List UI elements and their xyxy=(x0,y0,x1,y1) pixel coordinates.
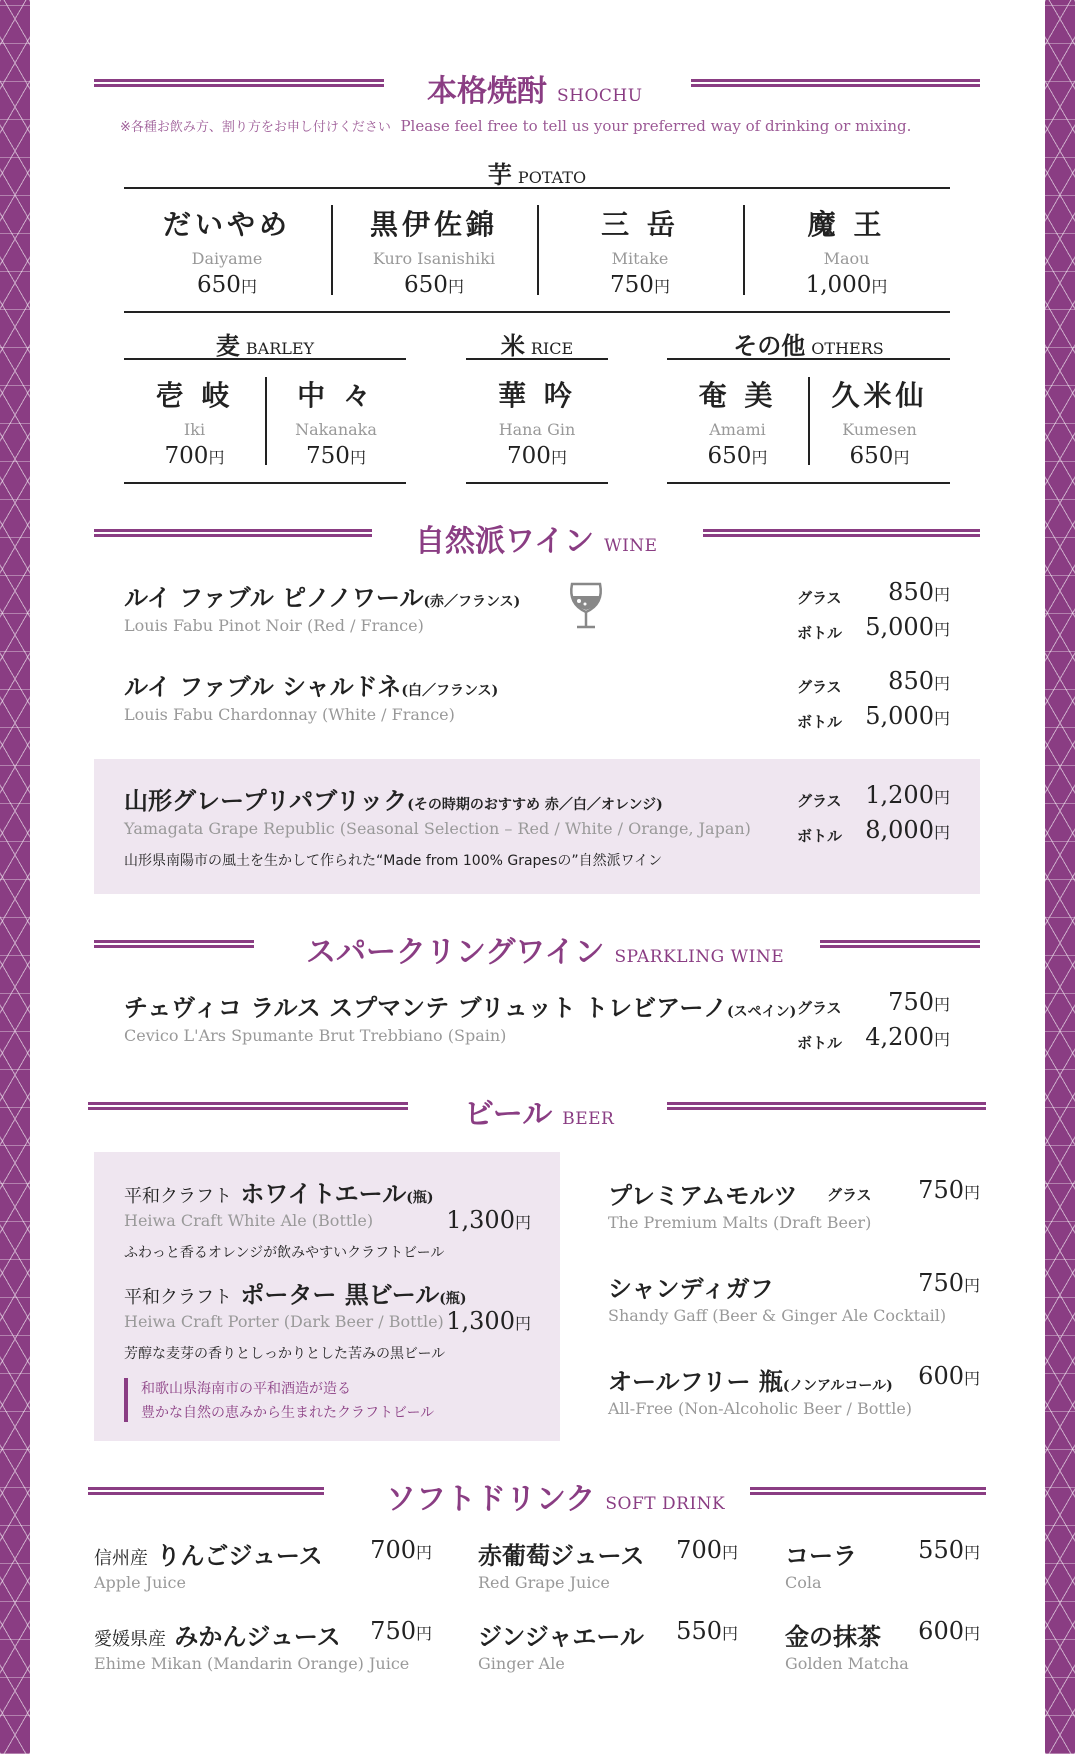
barley-heading: 麦BARLEY xyxy=(215,331,315,360)
bottle-label: ボトル xyxy=(797,1034,843,1052)
soft-drink-price: 700円 xyxy=(370,1536,432,1564)
accent-bar xyxy=(124,1378,128,1422)
wine-name-en: Louis Fabu Chardonnay (White / France) xyxy=(124,705,455,724)
wine-glass-price: 850円 xyxy=(888,578,950,606)
soft-drink-name: コーラ xyxy=(785,1541,857,1570)
craft-note: 豊かな自然の恵みから生まれたクラフトビール xyxy=(141,1405,435,1421)
beer-name-en: Shandy Gaff (Beer & Ginger Ale Cocktail) xyxy=(608,1306,947,1325)
sparkling-name-en: Cevico L'Ars Spumante Brut Trebbiano (Spain) xyxy=(124,1026,507,1045)
soft-drink-name-en: Ehime Mikan (Mandarin Orange) Juice xyxy=(94,1654,410,1673)
soft-drink-name-en: Ginger Ale xyxy=(478,1654,565,1673)
wine-glass-icon xyxy=(566,580,606,632)
shochu-item: 中 々 Nakanaka 750円 xyxy=(295,379,377,469)
shochu-item: 三 岳 Mitake 750円 xyxy=(601,208,679,298)
section-rule-left xyxy=(94,79,384,87)
beer-price: 1,300円 xyxy=(446,1206,531,1234)
beer-name-en: Heiwa Craft White Ale (Bottle) xyxy=(124,1211,374,1230)
potato-rule-top xyxy=(124,187,950,189)
soft-drink-price: 750円 xyxy=(370,1617,432,1645)
soft-drink-name-en: Apple Juice xyxy=(94,1573,186,1592)
shochu-item: 黒伊佐錦 Kuro Isanishiki 650円 xyxy=(369,208,498,298)
shochu-item: 久米仙 Kumesen 650円 xyxy=(831,379,928,469)
glass-label: グラス xyxy=(797,792,842,810)
sparkling-name: チェヴィコ ラルス スプマンテ ブリュット トレビアーノ(スペイン) xyxy=(124,993,797,1022)
sparkling-bottle-price: 4,200円 xyxy=(865,1023,950,1051)
beer-name: プレミアムモルツ xyxy=(608,1181,798,1210)
wine-name-en: Louis Fabu Pinot Noir (Red / France) xyxy=(124,616,424,635)
barley-rule-bottom xyxy=(124,482,406,484)
section-rule-right xyxy=(703,529,980,537)
section-rule-left xyxy=(94,940,254,948)
beer-name: 平和クラフト ホワイトエール(瓶) xyxy=(124,1179,434,1208)
craft-note: 和歌山県海南市の平和酒造が造る xyxy=(141,1381,351,1397)
soft-drink-name: 金の抹茶 xyxy=(785,1622,881,1651)
shochu-item: だいやめ Daiyame 650円 xyxy=(162,208,291,298)
glass-label: グラス xyxy=(797,589,842,607)
shochu-note: ※各種お飲み方、割り方をお申し付けください Please feel free to tell us your preferred way of drinking or mixing. xyxy=(120,117,912,135)
bottle-label: ボトル xyxy=(797,713,843,731)
rice-rule-bottom xyxy=(466,482,608,484)
beer-name-en: The Premium Malts (Draft Beer) xyxy=(608,1213,872,1232)
sparkling-glass-price: 750円 xyxy=(888,988,950,1016)
section-rule-right xyxy=(750,1487,986,1495)
sparkling-title: スパークリングワイン SPARKLING WINE xyxy=(306,935,785,970)
wine-glass-price: 850円 xyxy=(888,667,950,695)
soft-drink-name-en: Golden Matcha xyxy=(785,1654,909,1673)
glass-label: グラス xyxy=(797,678,842,696)
wine-name: ルイ ファブル シャルドネ(白／フランス) xyxy=(124,672,499,701)
others-rule-bottom xyxy=(667,482,950,484)
wine-title: 自然派ワイン WINE xyxy=(415,524,658,559)
others-heading: その他 OTHERS xyxy=(733,331,884,360)
wine-glass-price: 1,200円 xyxy=(865,781,950,809)
soft-drink-title: ソフトドリンク SOFT DRINK xyxy=(386,1482,726,1517)
bottle-label: ボトル xyxy=(797,827,843,845)
beer-name-en: All-Free (Non-Alcoholic Beer / Bottle) xyxy=(608,1399,913,1418)
beer-price: 600円 xyxy=(918,1362,980,1390)
soft-drink-price: 600円 xyxy=(918,1617,980,1645)
beer-price: 750円 xyxy=(918,1176,980,1204)
beer-description: ふわっと香るオレンジが飲みやすいクラフトビール xyxy=(124,1245,445,1261)
wine-description: 山形県南陽市の風土を生かして作られた“Made from 100% Grapesの”自然派ワイン xyxy=(124,853,663,869)
glass-label: グラス xyxy=(827,1186,872,1204)
soft-drink-price: 550円 xyxy=(918,1536,980,1564)
beer-name: 平和クラフト ポーター 黒ビール(瓶) xyxy=(124,1280,467,1309)
section-rule-left xyxy=(88,1102,408,1110)
beer-name: シャンディガフ xyxy=(608,1274,774,1303)
soft-drink-name: 赤葡萄ジュース xyxy=(478,1541,645,1570)
section-rule-left xyxy=(94,529,372,537)
bottle-label: ボトル xyxy=(797,624,843,642)
shochu-item: 魔 王 Maou 1,000円 xyxy=(805,208,888,298)
barley-rule-top xyxy=(124,358,406,360)
rice-rule-top xyxy=(466,358,608,360)
decorative-border-left xyxy=(0,0,30,1754)
beer-name: オールフリー 瓶(ノンアルコール) xyxy=(608,1367,893,1396)
beer-title: ビール BEER xyxy=(464,1097,615,1132)
potato-rule-bottom xyxy=(124,311,950,313)
section-rule-right xyxy=(691,79,980,87)
shochu-item: 壱 岐 Iki 700円 xyxy=(155,379,234,469)
section-rule-left xyxy=(88,1487,324,1495)
rice-heading: 米RICE xyxy=(500,331,574,360)
beer-price: 750円 xyxy=(918,1269,980,1297)
wine-bottle-price: 5,000円 xyxy=(865,613,950,641)
beer-description: 芳醇な麦芽の香りとしっかりとした苦みの黒ビール xyxy=(124,1346,446,1362)
shochu-item: 奄 美 Amami 650円 xyxy=(698,379,777,469)
wine-bottle-price: 8,000円 xyxy=(865,816,950,844)
section-rule-right xyxy=(820,940,980,948)
others-rule-top xyxy=(667,358,950,360)
beer-name-en: Heiwa Craft Porter (Dark Beer / Bottle) xyxy=(124,1312,444,1331)
soft-drink-price: 700円 xyxy=(676,1536,738,1564)
shochu-title: 本格焼酎 SHOCHU xyxy=(427,74,643,109)
soft-drink-name-en: Cola xyxy=(785,1573,822,1592)
decorative-border-right xyxy=(1045,0,1075,1754)
soft-drink-name: 愛媛県産 みかんジュース xyxy=(94,1622,341,1651)
potato-heading: 芋POTATO xyxy=(487,160,587,189)
soft-drink-price: 550円 xyxy=(676,1617,738,1645)
wine-name-en: Yamagata Grape Republic (Seasonal Selection – Red / White / Orange, Japan) xyxy=(124,819,751,838)
wine-bottle-price: 5,000円 xyxy=(865,702,950,730)
wine-name: 山形グレープリパブリック(その時期のおすすめ 赤／白／オレンジ) xyxy=(124,786,663,815)
glass-label: グラス xyxy=(797,999,842,1017)
shochu-item: 華 吟 Hana Gin 700円 xyxy=(498,379,576,469)
section-rule-right xyxy=(667,1102,986,1110)
wine-name: ルイ ファブル ピノノワール(赤／フランス) xyxy=(124,583,521,612)
beer-price: 1,300円 xyxy=(446,1307,531,1335)
soft-drink-name: 信州産 りんごジュース xyxy=(94,1541,323,1570)
soft-drink-name: ジンジャエール xyxy=(478,1622,644,1651)
soft-drink-name-en: Red Grape Juice xyxy=(478,1573,610,1592)
